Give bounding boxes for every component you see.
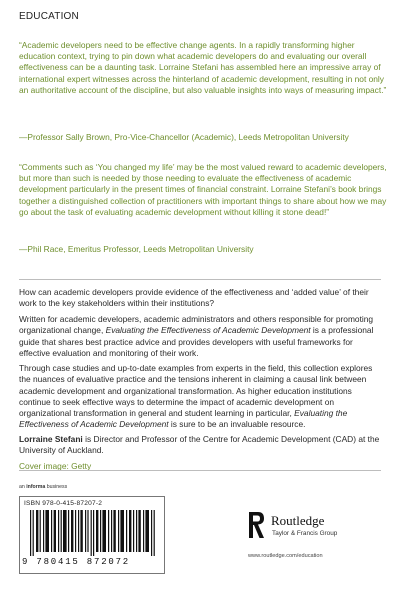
author-name: Lorraine Stefani: [19, 434, 83, 444]
author-bio-text: is Director and Professor of the Centre for Academic Development (CAD) at the University of Auckland.: [19, 434, 380, 456]
p2-text-start: Written for academic developers, academic administrators and others responsible for promoting organizational change,: [19, 314, 374, 336]
p2-book-title: Evaluating the Effectiveness of Academic Development: [105, 325, 311, 336]
routledge-logo-icon: [247, 510, 267, 540]
description-paragraph-1: How can academic developers provide evidence of the effectiveness and ‘added value’ of their work to the key stakeholders within their institutions?: [19, 287, 369, 309]
p3-text-start: Through case studies and up-to-date examples from experts in the field, this collection explores the nuances of evaluative practice and the tensions inherent in claiming a causal link between academic development and organizational transformation. As higher education institutions continue to seek effective ways to determine the impact of academic development on organizational transformation in general and student learning in particular,: [19, 363, 373, 419]
quote-1-attribution: —Professor Sally Brown, Pro-Vice-Chancellor (Academic), Leeds Metropolitan University: [19, 132, 349, 142]
p3-text-end: is sure to be an invaluable resource.: [168, 419, 306, 430]
divider-top: [19, 279, 381, 280]
p2-text-end: is a professional guide that shares best practice advice and provides developers with useful frameworks for effective evaluation and monitoring of their work.: [19, 325, 374, 358]
publisher-block: [247, 510, 387, 566]
informa-business-label: [19, 484, 67, 490]
publisher-url: www.routledge.com/education: [248, 553, 323, 559]
barcode-digits: 9 780415 872072: [22, 557, 131, 567]
category-label: EDUCATION: [19, 11, 79, 22]
quote-2-attribution: —Phil Race, Emeritus Professor, Leeds Metropolitan University: [19, 244, 254, 254]
isbn-number: ISBN 978-0-415-87207-2: [24, 500, 103, 507]
informa-suffix: business: [45, 484, 68, 490]
isbn-barcode: [19, 496, 165, 574]
quote-1-text: “Academic developers need to be effective change agents. In a rapidly transforming higher education context, trying to pin down what academic developers do and evaluating our overall effectiveness can be a daunting task. Lorraine Stefani has assembled here an impressive array of international expert witnesses across the hinterland of academic development, resulting in not only an authoritative account of the discipline, but also valuable insights into ways of measuring impact.”: [19, 40, 387, 95]
publisher-name: Routledge: [271, 513, 325, 528]
cover-credit: Cover image: Getty: [19, 461, 92, 471]
barcode-icon: [24, 510, 160, 556]
publisher-group: Taylor & Francis Group: [272, 530, 338, 537]
informa-brand: informa: [26, 484, 46, 490]
divider-bottom: [19, 470, 381, 471]
description-paragraph-2: [19, 314, 384, 359]
p3-book-title: Evaluating the Effectiveness of Academic Development: [19, 408, 348, 430]
description-paragraph-3: [19, 363, 384, 431]
quote-2-text: “Comments such as ‘You changed my life’ may be the most valued reward to academic developers, but more than such is needed by those needing to evaluate the effectiveness of academic development particularly in the present times of financial constraint. Lorraine Stefani’s book brings together a distinguished collection of practitioners with important things to share about how we may go about the task of evaluating academic development without killing it stone dead!”: [19, 162, 387, 217]
informa-prefix: an: [19, 484, 27, 490]
author-bio: [19, 434, 384, 457]
